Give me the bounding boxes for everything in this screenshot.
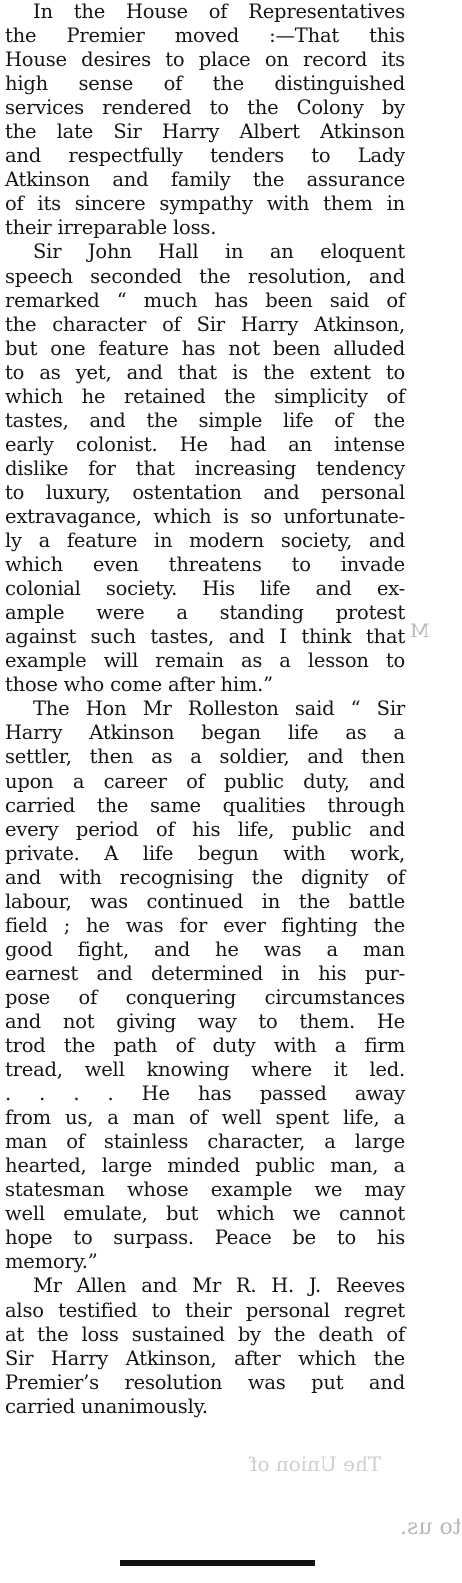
text-line: which he retained the simplicity of (5, 384, 405, 408)
text-line: earnest and determined in his pur- (5, 961, 405, 985)
text-line: and respectfully tenders to Lady (5, 144, 405, 168)
text-line: carried the same qualities through (5, 793, 405, 817)
paragraph-rolleston (5, 697, 405, 1274)
text-line: remarked “ much has been said of (5, 288, 405, 312)
paragraph-john-hall (5, 240, 405, 697)
text-line: high sense of the distinguished (5, 72, 405, 96)
text-line: the late Sir Harry Albert Atkinson (5, 120, 405, 144)
text-line: colonial society. His life and ex- (5, 577, 405, 601)
text-line: and with recognising the dignity of (5, 865, 405, 889)
text-line: every period of his life, public and (5, 817, 405, 841)
end-rule (120, 1560, 315, 1566)
text-line: to luxury, ostentation and personal (5, 480, 405, 504)
text-line: Sir Harry Atkinson, after which the (5, 1346, 405, 1370)
text-line: House desires to place on record its (5, 48, 405, 72)
text-line: Atkinson and family the assurance (5, 168, 405, 192)
text-line: of its sincere sympathy with them in (5, 192, 405, 216)
text-line: Premier’s resolution was put and (5, 1370, 405, 1394)
text-line: also testified to their personal regret (5, 1298, 405, 1322)
text-line: ample were a standing protest (5, 601, 405, 625)
text-line: The Hon Mr Rolleston said “ Sir (33, 697, 405, 721)
text-line: the Premier moved :—That this (5, 24, 405, 48)
text-line: from us, a man of well spent life, a (5, 1106, 405, 1130)
text-line: to as yet, and that is the extent to (5, 360, 405, 384)
bleed-through-text: The Union of (250, 1452, 382, 1476)
text-line: Harry Atkinson began life as a (5, 721, 405, 745)
text-line: example will remain as a lesson to (5, 649, 405, 673)
text-line: man of stainless character, a large (5, 1130, 405, 1154)
text-line: good fight, and he was a man (5, 937, 405, 961)
text-line: Mr Allen and Mr R. H. J. Reeves (33, 1274, 405, 1298)
text-line: private. A life begun with work, (5, 841, 405, 865)
text-line: field ; he was for ever fighting the (5, 913, 405, 937)
text-line: tastes, and the simple life of the (5, 408, 405, 432)
text-line: tread, well knowing where it led. (5, 1058, 405, 1082)
text-line: against such tastes, and I think that (5, 625, 405, 649)
text-line: the character of Sir Harry Atkinson, (5, 312, 405, 336)
text-line: upon a career of public duty, and (5, 769, 405, 793)
text-line: trod the path of duty with a firm (5, 1034, 405, 1058)
text-line: ly a feature in modern society, and (5, 529, 405, 553)
bleed-through-text: to us. (400, 1515, 462, 1540)
text-line: at the loss sustained by the death of (5, 1322, 405, 1346)
bleed-through-text: M (410, 620, 430, 642)
text-line: dislike for that increasing tendency (5, 456, 405, 480)
paragraph-allen-reeves (5, 1274, 405, 1418)
text-line: services rendered to the Colony by (5, 96, 405, 120)
text-line: hope to surpass. Peace be to his (5, 1226, 405, 1250)
text-line: settler, then as a soldier, and then (5, 745, 405, 769)
text-line: early colonist. He had an intense (5, 432, 405, 456)
text-line: hearted, large minded public man, a (5, 1154, 405, 1178)
text-line: and not giving way to them. He (5, 1009, 405, 1033)
text-line: but one feature has not been alluded (5, 336, 405, 360)
text-line: memory.” (5, 1250, 98, 1274)
text-line: those who come after him.” (5, 673, 273, 697)
text-line: extravagance, which is so unfortunate- (5, 504, 405, 528)
text-line: . . . . He has passed away (5, 1082, 405, 1106)
text-line: well emulate, but which we cannot (5, 1202, 405, 1226)
text-line: statesman whose example we may (5, 1178, 405, 1202)
paragraph-resolution (5, 0, 405, 240)
text-line: speech seconded the resolution, and (5, 264, 405, 288)
text-line: pose of conquering circumstances (5, 985, 405, 1009)
text-line: labour, was continued in the battle (5, 889, 405, 913)
text-line: In the House of Representatives (33, 0, 405, 23)
article-column (5, 0, 405, 1419)
text-line: carried unanimously. (5, 1394, 208, 1418)
text-line: their irreparable loss. (5, 216, 217, 240)
text-line: Sir John Hall in an eloquent (33, 240, 405, 264)
text-line: which even threatens to invade (5, 553, 405, 577)
